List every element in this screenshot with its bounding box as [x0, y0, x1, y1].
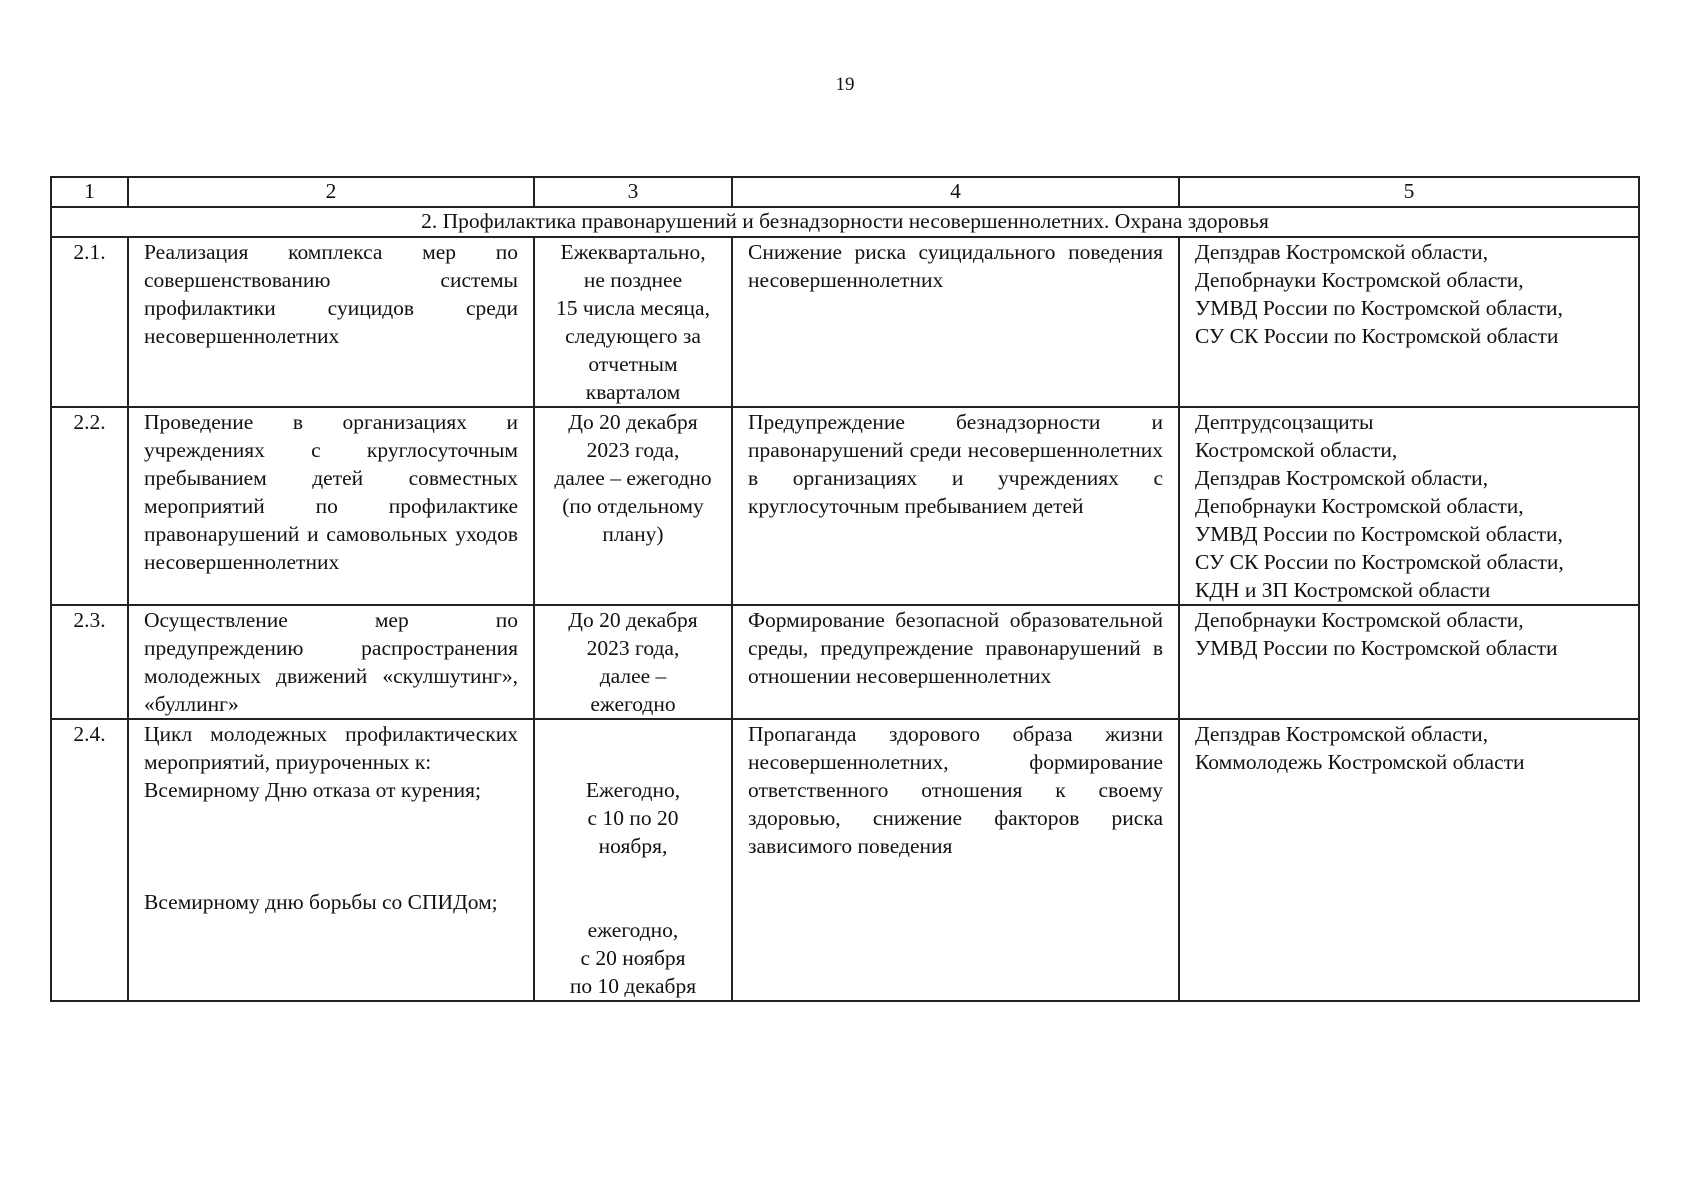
table-row	[51, 407, 1639, 605]
row-deadline: До 20 декабря 2023 года, далее – ежегодно	[534, 605, 732, 719]
row-activity-item: Всемирному Дню отказа от курения;	[144, 778, 481, 802]
row-deadline: Ежегодно, с 10 по 20 ноября,	[585, 778, 681, 858]
row-result: Пропаганда здорового образа жизни несовершеннолетних, формирование ответственного отношения к своему здоровью, снижение факторов риска зависимого поведения	[732, 719, 1179, 1001]
row-executors: Депздрав Костромской области, Коммолодежь Костромской области	[1179, 719, 1639, 1001]
section-title: 2. Профилактика правонарушений и безнадзорности несовершеннолетних. Охрана здоровья	[51, 207, 1639, 237]
table-row	[51, 719, 1639, 1001]
row-activity: Проведение в организациях и учреждениях с круглосуточным пребыванием детей совместных мероприятий по профилактике правонарушений и самовольных уходов несовершеннолетних	[128, 407, 534, 605]
row-number: 2.2.	[51, 407, 128, 605]
section-row	[51, 207, 1639, 237]
column-header-4: 4	[732, 177, 1179, 207]
table-row	[51, 237, 1639, 407]
table-header-row	[51, 177, 1639, 207]
row-deadline: ежегодно, с 20 ноября по 10 декабря	[569, 918, 697, 998]
measures-table	[50, 176, 1640, 1002]
row-number: 2.3.	[51, 605, 128, 719]
column-header-5: 5	[1179, 177, 1639, 207]
row-executors: Депобрнауки Костромской области, УМВД России по Костромской области	[1179, 605, 1639, 719]
spacer	[541, 720, 725, 776]
row-executors: Дептрудсоцзащиты Костромской области, Депздрав Костромской области, Депобрнауки Костромской области, УМВД России по Костромской области, СУ СК России по Костромской области, КДН и ЗП Костромской области	[1179, 407, 1639, 605]
row-activity-item: Всемирному дню борьбы со СПИДом;	[144, 890, 498, 914]
row-number: 2.1.	[51, 237, 128, 407]
spacer	[541, 860, 725, 916]
row-activity: Реализация комплекса мер по совершенствованию системы профилактики суицидов среди несовершеннолетних	[128, 237, 534, 407]
row-result: Предупреждение безнадзорности и правонарушений среди несовершеннолетних в организациях и учреждениях с круглосуточным пребыванием детей	[732, 407, 1179, 605]
row-number: 2.4.	[51, 719, 128, 1001]
table-row	[51, 605, 1639, 719]
row-activity-intro: Цикл молодежных профилактических мероприятий, приуроченных к:	[144, 722, 518, 774]
row-executors: Депздрав Костромской области, Депобрнауки Костромской области, УМВД России по Костромской области, СУ СК России по Костромской области	[1179, 237, 1639, 407]
row-deadline: Ежеквартально, не позднее 15 числа месяца, следующего за отчетным кварталом	[534, 237, 732, 407]
row-deadline-cell	[534, 719, 732, 1001]
spacer	[144, 804, 518, 888]
row-result: Формирование безопасной образовательной среды, предупреждение правонарушений в отношении несовершеннолетних	[732, 605, 1179, 719]
row-activity: Осуществление мер по предупреждению распространения молодежных движений «скулшутинг», «буллинг»	[128, 605, 534, 719]
page-number: 19	[835, 74, 855, 95]
row-result: Снижение риска суицидального поведения несовершеннолетних	[732, 237, 1179, 407]
column-header-3: 3	[534, 177, 732, 207]
row-activity-cell	[128, 719, 534, 1001]
row-deadline: До 20 декабря 2023 года, далее – ежегодно (по отдельному плану)	[534, 407, 732, 605]
column-header-2: 2	[128, 177, 534, 207]
column-header-1: 1	[51, 177, 128, 207]
